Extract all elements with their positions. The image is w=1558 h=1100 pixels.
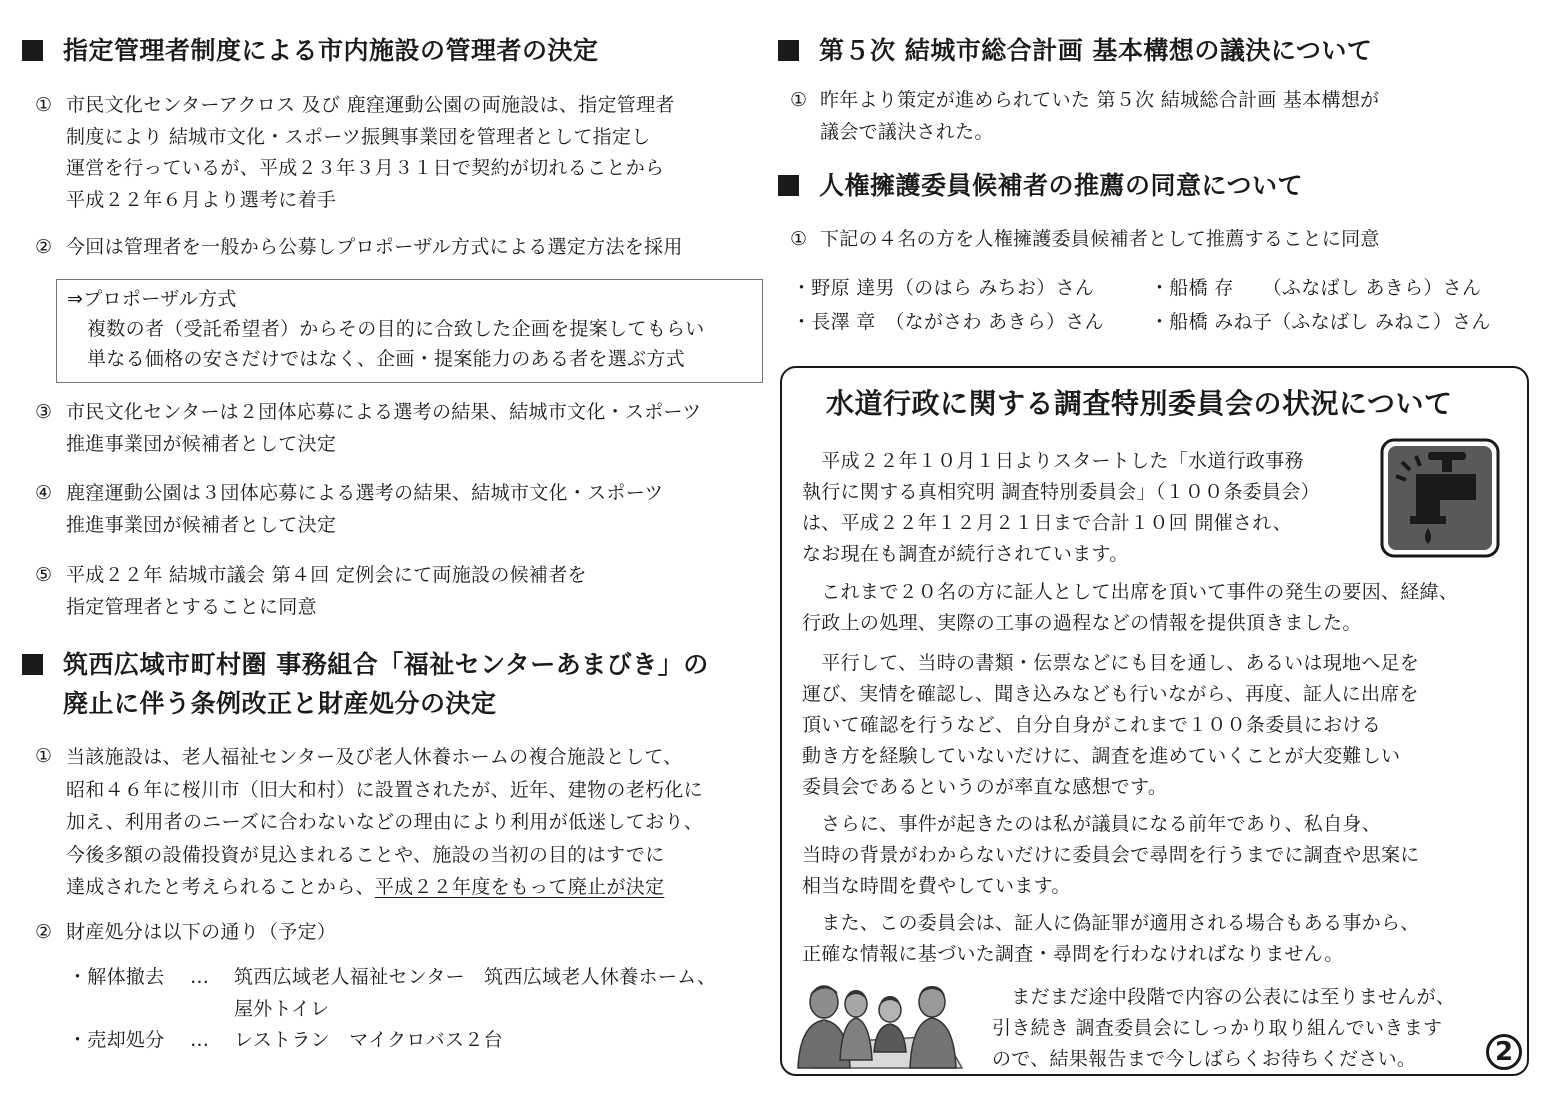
panel-title: 水道行政に関する調査特別委員会の状況について (826, 387, 1453, 420)
water-committee-panel (780, 366, 1529, 1076)
paragraph-investigation: 平行して、当時の書類・伝票などにも目を通し、あるいは現地へ足を 運び、実情を確認し、聞き込みなども行いながら、再度、証人に出席を 頂いて確認を行うなど、自分自身がこれまで１００条委員における 動き方を経験していないだけに、調査を進めていくことが大変難しい 委員会であるというのが率直な感想です。 (802, 652, 1420, 798)
section-heading-human-rights: 人権擁護委員候補者の推薦の同意について (778, 169, 1303, 203)
disposal-dots: … (190, 966, 210, 988)
disposal-label: ・解体撤去 (68, 966, 165, 988)
item-number: ① (35, 94, 53, 116)
section-heading-welfare-center-line2: 廃止に伴う条例改正と財産処分の決定 (63, 689, 497, 718)
candidate-name: ・船橋 みね子（ふなばし みねこ）さん (1150, 311, 1491, 333)
square-bullet-icon (22, 40, 43, 61)
item-number: ① (790, 89, 808, 111)
section-heading-welfare-center: 筑西広域市町村圏 事務組合「福祉センターあまびき」の (22, 648, 709, 682)
water-faucet-icon (1380, 438, 1500, 558)
candidate-name: ・船橋 存 （ふなばし あきら）さん (1150, 277, 1482, 299)
list-item: 財産処分は以下の通り（予定） (66, 921, 337, 943)
disposal-detail: 筑西広域老人福祉センター 筑西広域老人休養ホーム、 屋外トイレ (234, 966, 717, 1020)
square-bullet-icon (778, 175, 799, 196)
item-number: ① (35, 745, 53, 767)
item-number: ① (790, 228, 808, 250)
paragraph-closing: まだまだ途中段階で内容の公表には至りませんが、 引き続き 調査委員会にしっかり取り組んでいきます ので、結果報告まで今しばらくお待ちください。 (992, 986, 1456, 1070)
abolition-decision-underlined: 平成２２年度をもって廃止が決定 (374, 876, 665, 898)
square-bullet-icon (22, 654, 43, 675)
meeting-people-illustration (794, 980, 964, 1070)
square-bullet-icon (778, 40, 799, 61)
paragraph-witnesses: これまで２０名の方に証人として出席を頂いて事件の発生の要因、経緯、 行政上の処理、実際の工事の過程などの情報を提供頂きました。 (802, 581, 1459, 634)
list-item: 市民文化センターは２団体応募による選考の結果、結城市文化・スポーツ 推進事業団が候補者として決定 (66, 401, 702, 455)
list-item: 当該施設は、老人福祉センター及び老人休養ホームの複合施設として、 昭和４６年に桜川市（旧大和村）に設置されたが、近年、建物の老朽化に 加え、利用者のニーズに合わないなどの理由により利用が低迷しており、 今後多額の設備投資が見込まれることや、施設の当初の目的はすでに 達成されたと考えられることから、平成２２年度をもって廃止が決定 (66, 746, 704, 898)
paragraph-perjury: また、この委員会は、証人に偽証罪が適用される場合もある事から、 正確な情報に基づいた調査・尋問を行わなければなりません。 (802, 912, 1420, 965)
list-item: 下記の４名の方を人権擁護委員候補者として推薦することに同意 (820, 228, 1380, 250)
section-heading-designated-manager: 指定管理者制度による市内施設の管理者の決定 (22, 34, 599, 68)
disposal-detail: レストラン マイクロバス２台 (234, 1029, 503, 1051)
item-number: ② (35, 236, 53, 258)
proposal-method-box: ⇒プロポーザル方式 複数の者（受託希望者）からその目的に合致した企画を提案してもらい 単なる価格の安さだけではなく、企画・提案能力のある者を選ぶ方式 (56, 279, 763, 383)
disposal-label: ・売却処分 (68, 1029, 165, 1051)
list-item: 市民文化センターアクロス 及び 鹿窪運動公園の両施設は、指定管理者 制度により 結城市文化・スポーツ振興事業団を管理者として指定し 運営を行っているが、平成２３年３月３１日で契約が切れることから 平成２２年６月より選考に着手 (66, 94, 675, 211)
section-heading-comprehensive-plan: 第５次 結城市総合計画 基本構想の議決について (778, 34, 1372, 68)
candidate-name: ・野原 達男（のはら みちお）さん (792, 277, 1095, 299)
list-item: 平成２２年 結城市議会 第４回 定例会にて両施設の候補者を 指定管理者とすることに同意 (66, 564, 587, 618)
item-number: ② (35, 921, 53, 943)
disposal-dots: … (190, 1029, 210, 1051)
paragraph-intro: 平成２２年１０月１日よりスタートした「水道行政事務 執行に関する真相究明 調査特別委員会」（１００条委員会） は、平成２２年１２月２１日まで合計１０回 開催され、 なお現在も調査が続行されています。 (802, 450, 1320, 565)
list-item: 昨年より策定が進められていた 第５次 結城総合計画 基本構想が 議会で議決された。 (820, 89, 1380, 143)
item-number: ③ (35, 401, 53, 423)
paragraph-background: さらに、事件が起きたのは私が議員になる前年であり、私自身、 当時の背景がわからないだけに委員会で尋問を行うまでに調査や思案に 相当な時間を費やしています。 (802, 813, 1420, 897)
page-number-badge: 2 (1486, 1034, 1522, 1070)
list-item: 今回は管理者を一般から公募しプロポーザル方式による選定方法を採用 (66, 236, 683, 258)
candidate-name: ・長澤 章 （ながさわ あきら）さん (792, 311, 1104, 333)
item-number: ④ (35, 482, 53, 504)
list-item: 鹿窪運動公園は３団体応募による選考の結果、結城市文化・スポーツ 推進事業団が候補者として決定 (66, 482, 664, 536)
item-number: ⑤ (35, 564, 53, 586)
